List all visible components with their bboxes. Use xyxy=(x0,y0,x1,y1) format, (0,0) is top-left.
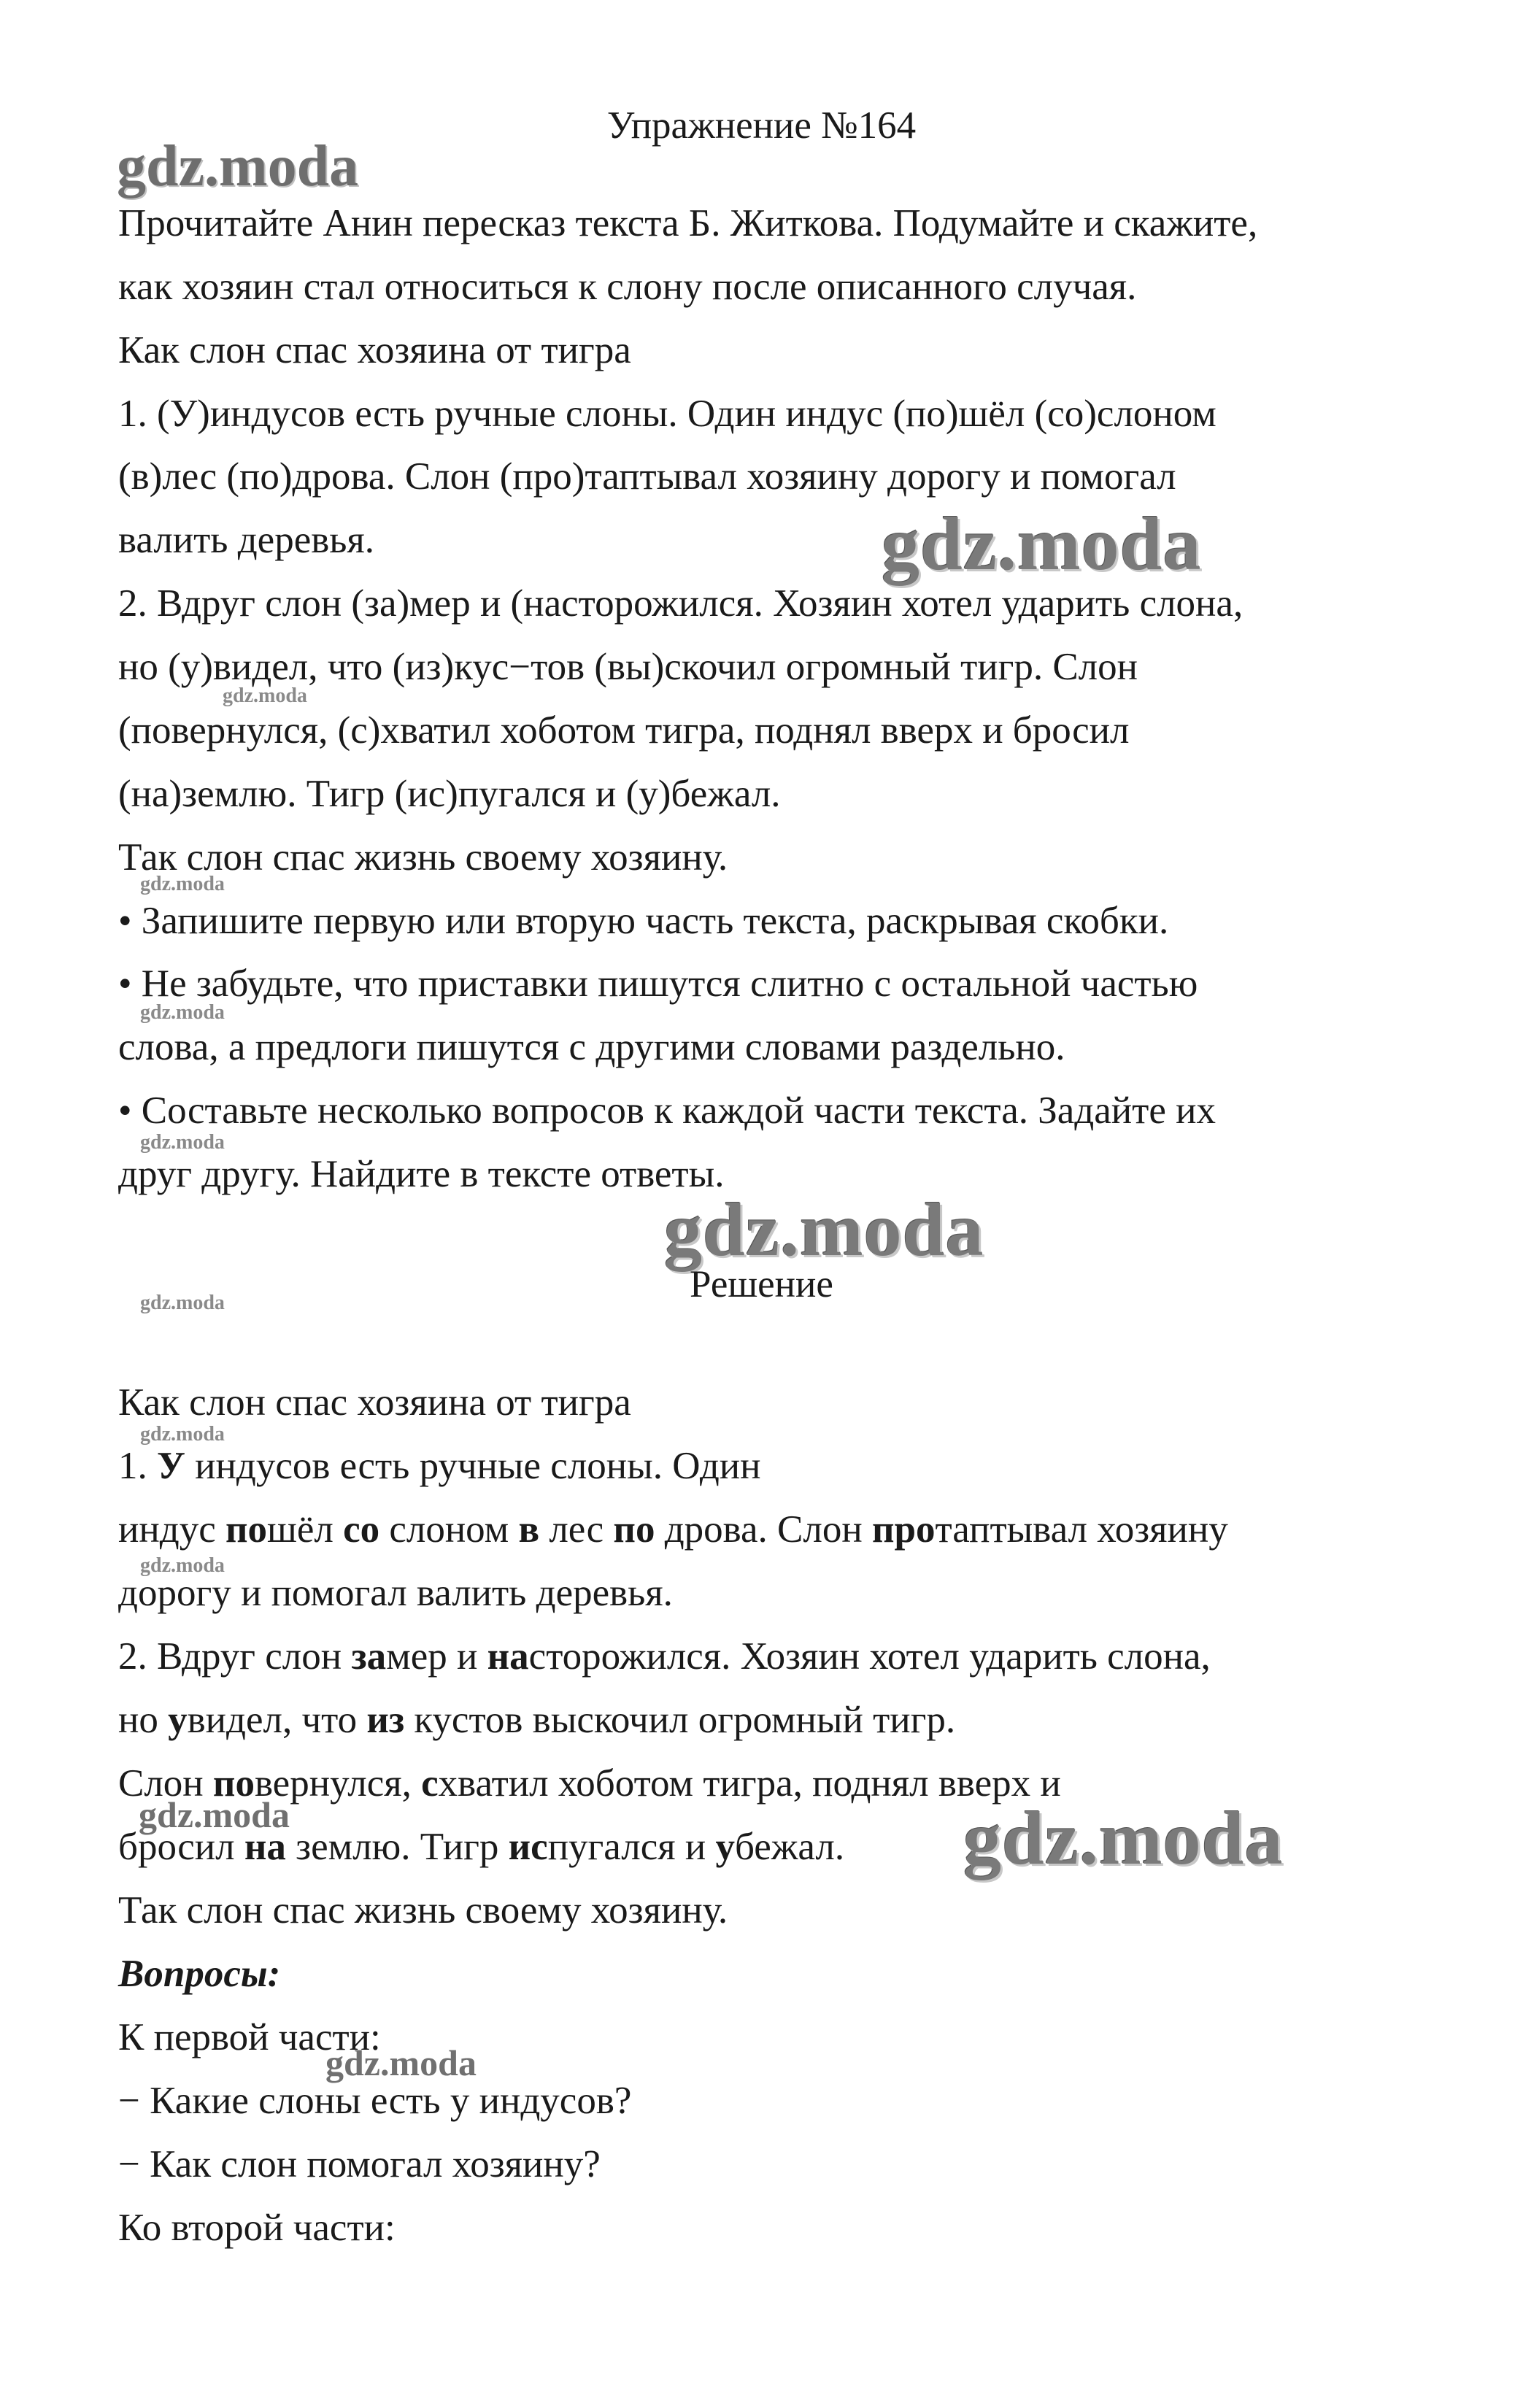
solution-line: Слон повернулся, схватил хоботом тигра, поднял вверх и xyxy=(118,1762,1061,1805)
question-line: − Какие слоны есть у индусов? xyxy=(118,2080,632,2122)
task-line: 2. Вдруг слон (за)мер и (насторожился. Хозяин хотел ударить слона, xyxy=(118,582,1244,625)
task-line: • Составьте несколько вопросов к каждой части текста. Задайте их xyxy=(118,1089,1216,1132)
question-line: − Как слон помогал хозяину? xyxy=(118,2143,601,2185)
solution-line: 1. У индусов есть ручные слоны. Один xyxy=(118,1445,761,1487)
watermark-logo: gdz.moda xyxy=(140,1131,225,1154)
task-line: • Не забудьте, что приставки пишутся слитно с остальной частью xyxy=(118,962,1198,1005)
questions-label: Вопросы: xyxy=(118,1953,281,1995)
solution-line: 2. Вдруг слон замер и насторожился. Хозяин хотел ударить слона, xyxy=(118,1635,1211,1678)
task-line: но (у)видел, что (из)кус−тов (вы)скочил огромный тигр. Слон xyxy=(118,646,1138,688)
task-line: (повернулся, (с)хватил хоботом тигра, поднял вверх и бросил xyxy=(118,709,1130,752)
watermark-logo: gdz.moda xyxy=(140,873,225,895)
solution-title: Как слон спас хозяина от тигра xyxy=(118,1381,631,1424)
task-line: 1. (У)индусов есть ручные слоны. Один индус (по)шёл (со)слоном xyxy=(118,393,1217,435)
question-line: Ко второй части: xyxy=(118,2207,396,2249)
watermark-logo: gdz.moda xyxy=(140,1292,225,1314)
watermark-logo: gdz.moda xyxy=(664,1188,984,1272)
task-line: • Запишите первую или вторую часть текста, раскрывая скобки. xyxy=(118,900,1169,942)
watermark-logo: gdz.moda xyxy=(963,1797,1284,1880)
watermark-logo: gdz.moda xyxy=(117,134,359,198)
solution-line: Так слон спас жизнь своему хозяину. xyxy=(118,1889,728,1932)
task-line: валить деревья. xyxy=(118,519,375,561)
watermark-logo: gdz.moda xyxy=(882,502,1202,586)
question-line: К первой части: xyxy=(118,2016,381,2058)
solution-line: но увидел, что из кустов выскочил огромный тигр. xyxy=(118,1699,956,1741)
watermark-logo: gdz.moda xyxy=(140,1423,225,1446)
task-line: (на)землю. Тигр (ис)пугался и (у)бежал. xyxy=(118,773,781,815)
task-line: Как слон спас хозяина от тигра xyxy=(118,329,631,371)
watermark-logo: gdz.moda xyxy=(325,2042,477,2083)
exercise-title: Упражнение №164 xyxy=(606,104,917,147)
task-line: друг другу. Найдите в тексте ответы. xyxy=(118,1153,725,1195)
task-line: Так слон спас жизнь своему хозяину. xyxy=(118,836,728,879)
solution-line: дорогу и помогал валить деревья. xyxy=(118,1572,673,1614)
task-line: Прочитайте Анин пересказ текста Б. Житкова. Подумайте и скажите, xyxy=(118,202,1258,244)
task-line: как хозяин стал относиться к слону после описанного случая. xyxy=(118,266,1137,308)
task-line: слова, а предлоги пишутся с другими словами раздельно. xyxy=(118,1026,1065,1068)
solution-line: бросил на землю. Тигр испугался и убежал. xyxy=(118,1826,845,1868)
watermark-logo: gdz.moda xyxy=(139,1794,290,1835)
watermark-logo: gdz.moda xyxy=(140,1001,225,1024)
watermark-logo: gdz.moda xyxy=(223,684,307,707)
solution-line: индус пошёл со слоном в лес по дрова. Слон протаптывал хозяину xyxy=(118,1508,1228,1551)
solution-heading: Решение xyxy=(690,1263,833,1305)
watermark-logo: gdz.moda xyxy=(140,1554,225,1577)
task-line: (в)лес (по)дрова. Слон (про)таптывал хозяину дорогу и помогал xyxy=(118,455,1176,498)
